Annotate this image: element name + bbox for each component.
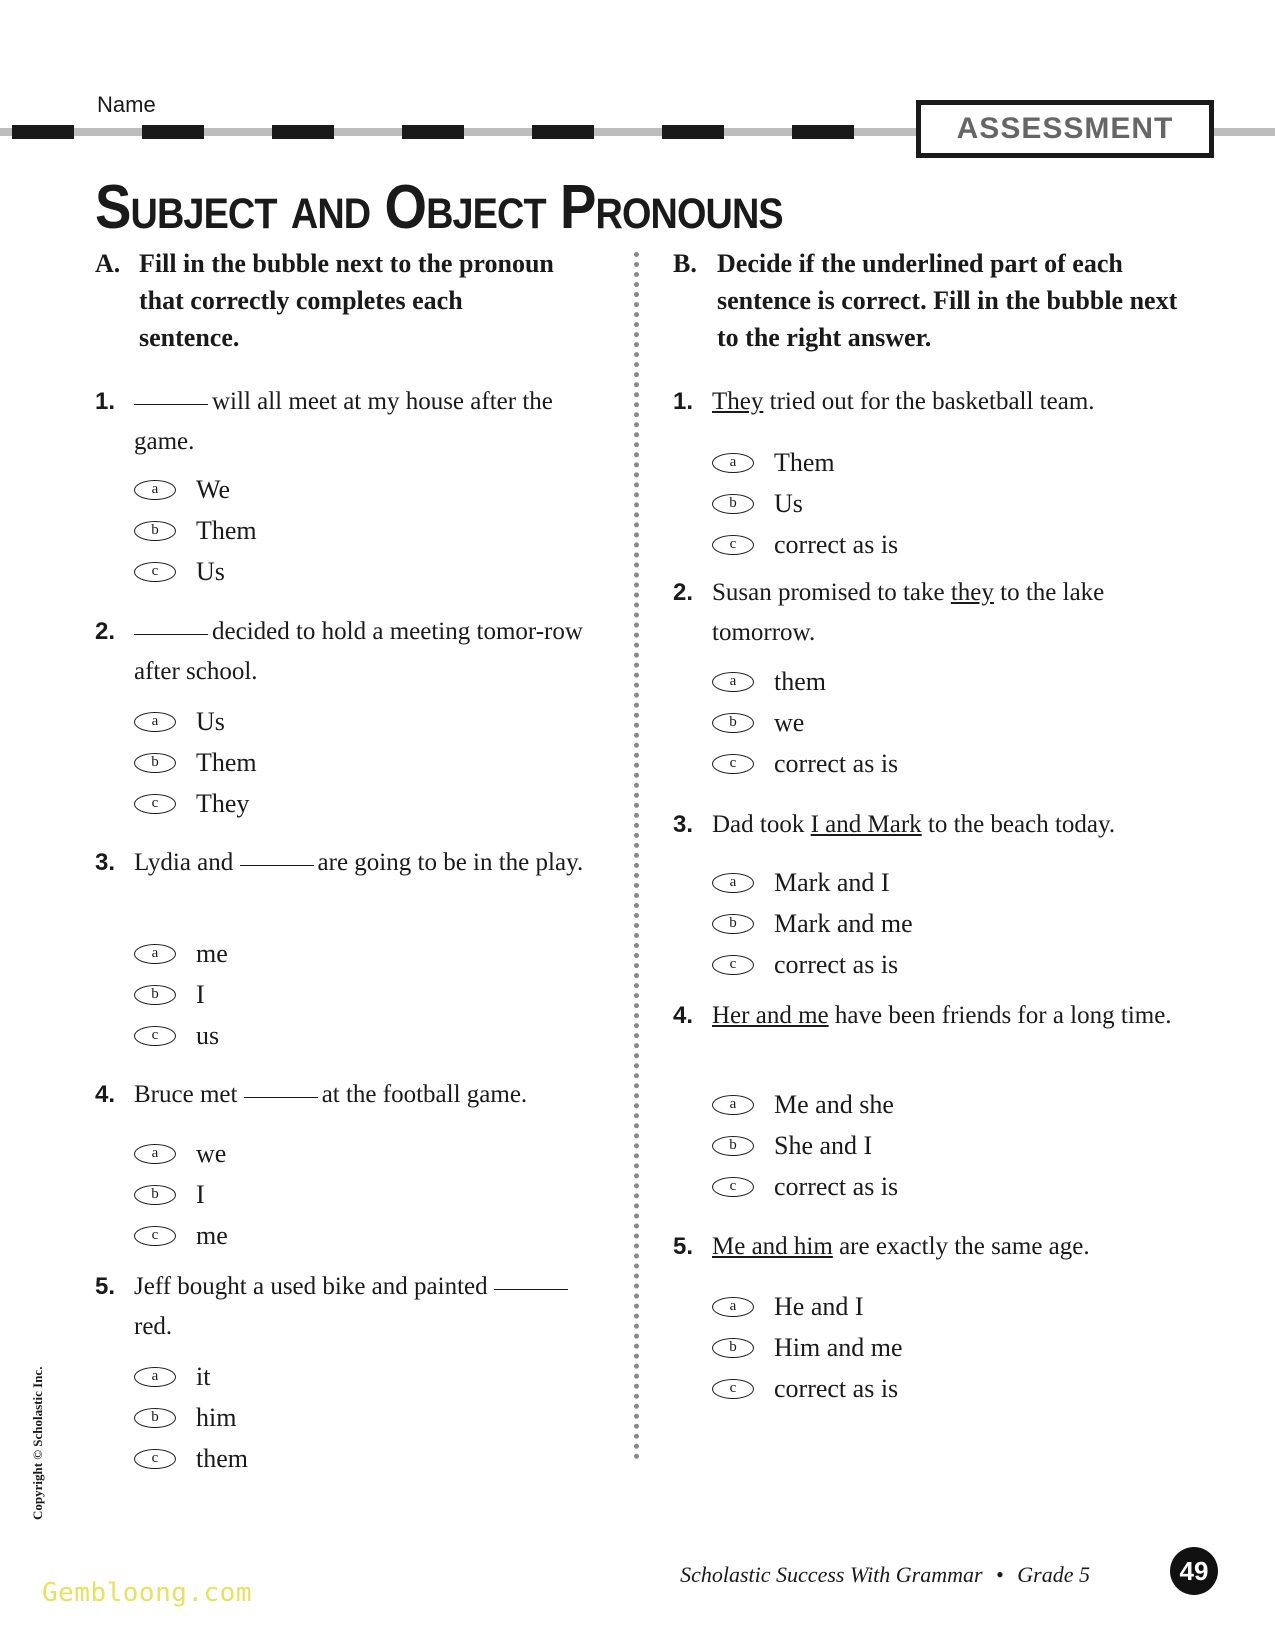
question-text — [712, 1227, 1193, 1267]
answer-bubble[interactable]: b — [134, 753, 176, 773]
answer-option-b[interactable] — [712, 484, 803, 524]
name-label: Name — [97, 92, 156, 117]
answer-bubble[interactable]: b — [712, 713, 754, 733]
page-title: Subject and Object Pronouns — [95, 173, 783, 242]
question-text-end: red. — [134, 1313, 173, 1340]
question-5 — [95, 1267, 605, 1347]
answer-text: I — [196, 980, 205, 1009]
question-text — [712, 573, 1193, 653]
footer-credit — [680, 1562, 1090, 1588]
answer-option-c[interactable] — [712, 945, 898, 985]
underlined-phrase: Her and me — [712, 1002, 829, 1029]
answer-text: They — [196, 789, 250, 818]
answer-option-c[interactable] — [712, 1369, 898, 1409]
answer-option-b[interactable] — [712, 703, 804, 743]
answer-option-c[interactable] — [134, 552, 225, 592]
question-1 — [95, 382, 605, 462]
answer-text: Them — [196, 516, 257, 545]
answer-bubble[interactable]: a — [134, 712, 176, 732]
answer-text: me — [196, 939, 228, 968]
question-3 — [95, 843, 605, 883]
answer-option-c[interactable] — [134, 1439, 248, 1479]
answer-bubble[interactable]: c — [712, 955, 754, 975]
answer-bubble[interactable]: c — [712, 754, 754, 774]
answer-text: I — [196, 1180, 205, 1209]
underlined-phrase: I and Mark — [810, 811, 922, 838]
section-b-instruction-text: Decide if the underlined part of each sentence is correct. Fill in the bubble next to the right answer. — [717, 249, 1178, 352]
answer-option-b[interactable] — [134, 743, 257, 783]
answer-blank — [134, 634, 208, 635]
answer-option-a[interactable] — [134, 934, 228, 974]
answer-text: Us — [196, 707, 225, 736]
answer-option-b[interactable] — [134, 975, 205, 1015]
answer-bubble[interactable]: a — [134, 480, 176, 500]
column-divider — [634, 252, 639, 1460]
answer-bubble[interactable]: a — [712, 1297, 754, 1317]
question-text — [134, 612, 605, 692]
section-a-instruction-text: Fill in the bubble next to the pronoun that correctly completes each sentence. — [139, 249, 554, 352]
answer-text: We — [196, 475, 230, 504]
answer-bubble[interactable]: b — [712, 1136, 754, 1156]
answer-bubble[interactable]: a — [712, 453, 754, 473]
answer-option-c[interactable] — [712, 525, 898, 565]
answer-bubble[interactable]: c — [712, 1379, 754, 1399]
question-text — [134, 843, 605, 883]
answer-text: Them — [196, 748, 257, 777]
answer-bubble[interactable]: b — [134, 521, 176, 541]
answer-text: we — [196, 1139, 227, 1168]
answer-bubble[interactable]: a — [134, 1367, 176, 1387]
answer-bubble[interactable]: c — [134, 1026, 176, 1046]
question-number: 2. — [95, 618, 116, 645]
section-a-instructions — [95, 245, 565, 356]
question-text-end: decided to hold a meeting tomor-row after school. — [134, 618, 583, 685]
answer-text: them — [774, 667, 826, 696]
answer-text: He and I — [774, 1292, 864, 1321]
answer-option-a[interactable] — [712, 662, 826, 702]
question-text-start: Lydia and — [134, 849, 234, 876]
question-text-end: at the football game. — [321, 1081, 528, 1108]
answer-text: them — [196, 1444, 248, 1473]
question-text-end: tried out for the basketball team. — [769, 388, 1095, 415]
grade-label: Grade 5 — [1017, 1562, 1090, 1587]
question-text — [712, 382, 1193, 422]
answer-text: correct as is — [774, 530, 899, 559]
answer-text: She and I — [774, 1131, 873, 1160]
question-text — [134, 1075, 605, 1115]
question-text-end: are exactly the same age. — [839, 1233, 1090, 1260]
answer-text: Mark and I — [774, 868, 890, 897]
answer-bubble[interactable]: a — [134, 944, 176, 964]
question-4 — [673, 996, 1193, 1036]
question-text-end: are going to be in the play. — [317, 849, 584, 876]
answer-text: correct as is — [774, 1374, 899, 1403]
question-3 — [673, 805, 1193, 845]
question-number: 1. — [95, 388, 116, 415]
answer-option-a[interactable] — [134, 470, 230, 510]
answer-blank — [134, 404, 208, 405]
answer-option-c[interactable] — [134, 784, 249, 824]
section-b-instructions — [673, 245, 1193, 356]
underlined-phrase: Me and him — [712, 1233, 833, 1260]
answer-option-b[interactable] — [134, 1398, 236, 1438]
answer-text: we — [774, 708, 805, 737]
answer-text: us — [196, 1021, 220, 1050]
question-number: 5. — [95, 1273, 116, 1300]
answer-bubble[interactable]: b — [134, 1185, 176, 1205]
assessment-box — [916, 100, 1214, 158]
answer-bubble[interactable]: c — [134, 1226, 176, 1246]
answer-bubble[interactable]: a — [712, 873, 754, 893]
answer-text: correct as is — [774, 950, 899, 979]
footer-bullet: • — [996, 1562, 1004, 1587]
question-text-end: have been friends for a long time. — [834, 1002, 1172, 1029]
answer-option-c[interactable] — [712, 1167, 898, 1207]
question-text-start: Jeff bought a used bike and painted — [134, 1273, 488, 1300]
question-number: 2. — [673, 579, 694, 606]
question-4 — [95, 1075, 605, 1115]
answer-option-a[interactable] — [712, 1287, 864, 1327]
answer-option-c[interactable] — [134, 1216, 228, 1256]
answer-bubble[interactable]: c — [134, 794, 176, 814]
underlined-phrase: They — [712, 388, 764, 415]
answer-option-b[interactable] — [712, 1126, 872, 1166]
answer-option-b[interactable] — [712, 1328, 903, 1368]
answer-text: Us — [196, 557, 225, 586]
question-number: 4. — [673, 1002, 694, 1029]
question-text-start: Susan promised to take — [712, 579, 945, 606]
answer-option-a[interactable] — [712, 1085, 894, 1125]
section-a-letter: A. — [95, 249, 121, 278]
answer-text: correct as is — [774, 1172, 899, 1201]
question-number: 5. — [673, 1233, 694, 1260]
answer-bubble[interactable]: b — [712, 1338, 754, 1358]
answer-bubble[interactable]: b — [712, 494, 754, 514]
answer-option-a[interactable] — [134, 1357, 210, 1397]
answer-text: correct as is — [774, 749, 899, 778]
answer-bubble[interactable]: b — [134, 985, 176, 1005]
book-title: Scholastic Success With Grammar — [680, 1562, 983, 1587]
answer-option-b[interactable] — [134, 511, 257, 551]
answer-blank — [240, 865, 314, 866]
question-text-start: Bruce met — [134, 1081, 238, 1108]
answer-text: Us — [774, 489, 803, 518]
answer-option-a[interactable] — [712, 443, 835, 483]
question-text — [134, 382, 605, 462]
answer-bubble[interactable]: c — [134, 562, 176, 582]
assessment-label: ASSESSMENT — [956, 112, 1174, 145]
answer-bubble[interactable]: b — [134, 1408, 176, 1428]
answer-text: it — [196, 1362, 211, 1391]
question-5 — [673, 1227, 1193, 1267]
underlined-phrase: they — [950, 579, 994, 606]
question-text-end: to the lake tomorrow. — [712, 579, 1105, 646]
answer-text: Them — [774, 448, 835, 477]
question-text-start: Dad took — [712, 811, 805, 838]
answer-blank — [244, 1097, 318, 1098]
question-2 — [673, 573, 1193, 653]
answer-option-c[interactable] — [712, 744, 898, 784]
answer-option-c[interactable] — [134, 1016, 219, 1056]
question-text-end: to the beach today. — [927, 811, 1116, 838]
answer-bubble[interactable]: c — [712, 535, 754, 555]
answer-bubble[interactable]: a — [134, 1144, 176, 1164]
question-2 — [95, 612, 605, 692]
answer-bubble[interactable]: b — [712, 914, 754, 934]
question-text — [712, 805, 1193, 845]
answer-text: Me and she — [774, 1090, 894, 1119]
answer-bubble[interactable]: c — [712, 1177, 754, 1197]
question-number: 3. — [95, 849, 116, 876]
answer-option-a[interactable] — [712, 863, 890, 903]
answer-option-a[interactable] — [134, 702, 225, 742]
answer-blank — [494, 1289, 568, 1290]
question-text-end: will all meet at my house after the game. — [134, 388, 553, 455]
question-text — [134, 1267, 605, 1347]
question-1 — [673, 382, 1193, 422]
answer-bubble[interactable]: a — [712, 672, 754, 692]
page-number: 49 — [1170, 1547, 1218, 1595]
answer-bubble[interactable]: a — [712, 1095, 754, 1115]
section-b-letter: B. — [673, 249, 697, 278]
answer-text: him — [196, 1403, 237, 1432]
question-text — [712, 996, 1193, 1036]
answer-bubble[interactable]: c — [134, 1449, 176, 1469]
question-number: 4. — [95, 1081, 116, 1108]
answer-text: Him and me — [774, 1333, 903, 1362]
answer-text: me — [196, 1221, 228, 1250]
watermark: Gembloong.com — [42, 1578, 252, 1608]
question-number: 1. — [673, 388, 694, 415]
answer-option-b[interactable] — [712, 904, 913, 944]
copyright-notice: Copyright © Scholastic Inc. — [30, 1366, 45, 1520]
question-number: 3. — [673, 811, 694, 838]
answer-option-a[interactable] — [134, 1134, 226, 1174]
answer-text: Mark and me — [774, 909, 913, 938]
answer-option-b[interactable] — [134, 1175, 205, 1215]
